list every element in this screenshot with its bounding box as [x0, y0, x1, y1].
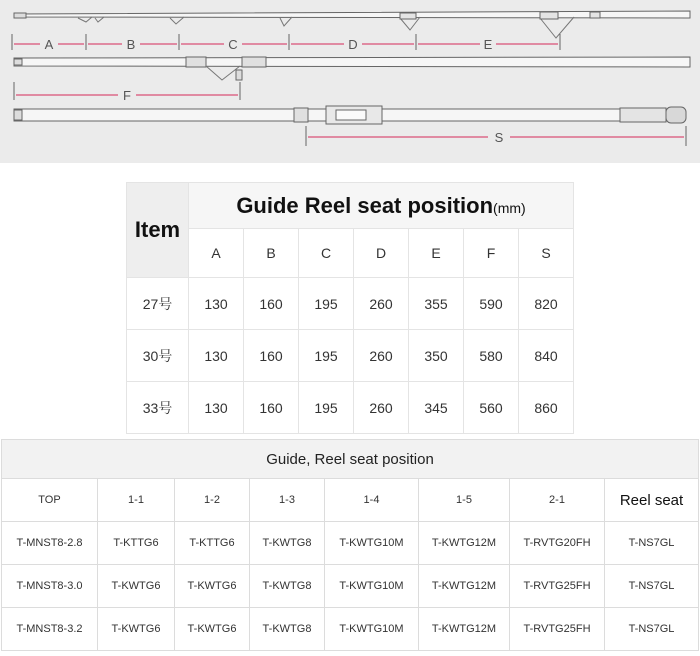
col-header: 1-5: [419, 479, 510, 522]
guide-position-title-text: Guide Reel seat position: [236, 192, 494, 218]
table-cell: 820: [519, 278, 574, 330]
table-cell: T-NS7GL: [605, 565, 699, 608]
row-label: 33号: [127, 382, 189, 434]
rod-bottom-section: [14, 106, 686, 124]
table-cell: T-KWTG8: [250, 565, 325, 608]
rod-top-section: [14, 11, 690, 38]
table-cell: T-KTTG6: [175, 522, 250, 565]
top-dimension-lines: [12, 34, 560, 50]
guide-position-title: [189, 183, 574, 229]
table-cell: 195: [299, 330, 354, 382]
col-header: C: [299, 229, 354, 278]
table-cell: 130: [189, 278, 244, 330]
table-cell: T-RVTG25FH: [510, 565, 605, 608]
table-cell: T-MNST8-3.2: [2, 608, 98, 651]
table-cell: 860: [519, 382, 574, 434]
guide-parts-title: Guide, Reel seat position: [2, 440, 699, 479]
rod-diagram: [0, 0, 700, 163]
table-cell: T-KWTG10M: [325, 608, 419, 651]
table-cell: 345: [409, 382, 464, 434]
label-s: S: [494, 130, 504, 145]
table-cell: 160: [244, 330, 299, 382]
col-header: B: [244, 229, 299, 278]
table-cell: 160: [244, 382, 299, 434]
table-cell: T-KWTG6: [175, 608, 250, 651]
table-cell: 580: [464, 330, 519, 382]
item-header: Item: [127, 183, 189, 278]
col-header: 1-2: [175, 479, 250, 522]
col-header: 1-3: [250, 479, 325, 522]
table-cell: T-KWTG8: [250, 522, 325, 565]
col-header: A: [189, 229, 244, 278]
table-cell: T-KWTG12M: [419, 522, 510, 565]
table-cell: 195: [299, 382, 354, 434]
table-cell: T-KWTG6: [175, 565, 250, 608]
table-row: [2, 565, 699, 608]
table-row: [127, 330, 574, 382]
col-header: 1-4: [325, 479, 419, 522]
table-cell: 260: [354, 382, 409, 434]
table-cell: T-RVTG20FH: [510, 522, 605, 565]
col-header: D: [354, 229, 409, 278]
table-cell: T-KWTG12M: [419, 565, 510, 608]
col-header: E: [409, 229, 464, 278]
table-cell: 260: [354, 278, 409, 330]
unit-label: (mm): [493, 199, 526, 216]
label-c: C: [228, 37, 238, 52]
col-header: F: [464, 229, 519, 278]
row-label: 30号: [127, 330, 189, 382]
label-a: A: [44, 37, 54, 52]
table-cell: T-NS7GL: [605, 522, 699, 565]
table-cell: 590: [464, 278, 519, 330]
col-header: 1-1: [98, 479, 175, 522]
table-cell: T-MNST8-2.8: [2, 522, 98, 565]
col-header: 2-1: [510, 479, 605, 522]
table-cell: T-NS7GL: [605, 608, 699, 651]
table-cell: T-KWTG6: [98, 565, 175, 608]
table-cell: T-KWTG10M: [325, 565, 419, 608]
col-header: TOP: [2, 479, 98, 522]
table-cell: T-KWTG6: [98, 608, 175, 651]
table-cell: T-KWTG12M: [419, 608, 510, 651]
label-e: E: [483, 37, 493, 52]
table-row: [127, 382, 574, 434]
col-header: S: [519, 229, 574, 278]
guide-position-table: [126, 182, 574, 434]
table-cell: T-MNST8-3.0: [2, 565, 98, 608]
table-cell: 195: [299, 278, 354, 330]
guide-parts-table: [1, 439, 699, 651]
table-cell: 160: [244, 278, 299, 330]
table-row: [2, 608, 699, 651]
table-cell: T-KTTG6: [98, 522, 175, 565]
table-cell: 355: [409, 278, 464, 330]
table-cell: 130: [189, 382, 244, 434]
table-cell: 260: [354, 330, 409, 382]
table-cell: 840: [519, 330, 574, 382]
table-cell: 130: [189, 330, 244, 382]
label-f: F: [123, 88, 131, 103]
table-row: [127, 278, 574, 330]
row-label: 27号: [127, 278, 189, 330]
table-row: [2, 522, 699, 565]
table-cell: T-RVTG25FH: [510, 608, 605, 651]
col-header-reel-seat: Reel seat: [605, 479, 699, 522]
table-cell: T-KWTG10M: [325, 522, 419, 565]
label-d: D: [348, 37, 358, 52]
rod-middle-section: [14, 57, 690, 80]
table-cell: 560: [464, 382, 519, 434]
table-cell: T-KWTG8: [250, 608, 325, 651]
label-b: B: [126, 37, 136, 52]
table-cell: 350: [409, 330, 464, 382]
rod-drawing: [0, 0, 700, 163]
